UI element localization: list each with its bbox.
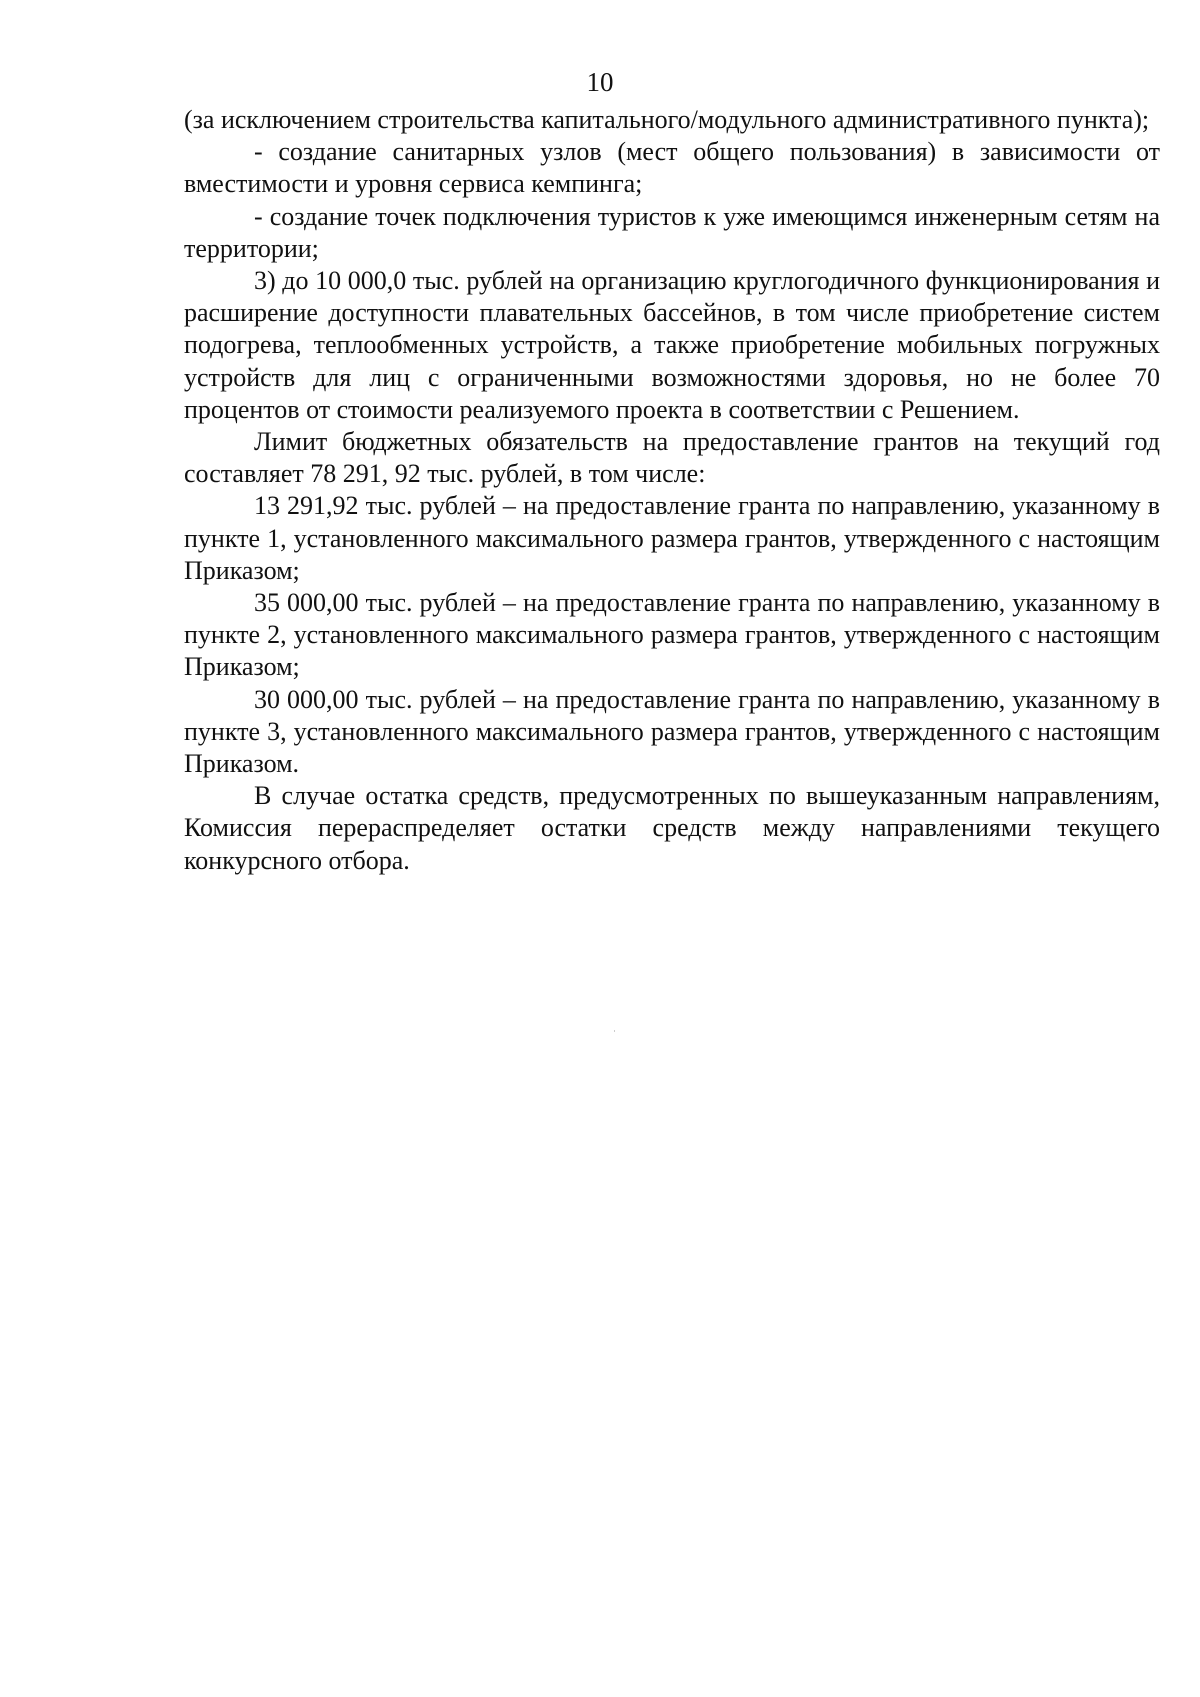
paragraph-item-3-pools: 3) до 10 000,0 тыс. рублей на организацию круглогодичного функционирования и расширение доступности плавательных бассейнов, в том числе приобретение систем подогрева, теплообменных устройств, а также приобретение мобильных погружных устройств для лиц с ограниченными возможностями здоровья, но не более 70 процентов от стоимости реализуемого проекта в соответствии с Решением. bbox=[184, 266, 1160, 424]
paragraph-sanitary-facilities: - создание санитарных узлов (мест общего пользования) в зависимости от вместимости и уровня сервиса кемпинга; bbox=[184, 137, 1160, 199]
page-number: 10 bbox=[586, 67, 614, 97]
scan-speck bbox=[614, 1030, 615, 1032]
paragraph-budget-limit: Лимит бюджетных обязательств на предоставление грантов на текущий год составляет 78 291, 92 тыс. рублей, в том числе: bbox=[184, 427, 1160, 489]
paragraph-grant-direction-3: 30 000,00 тыс. рублей – на предоставление гранта по направлению, указанному в пункте 3, установленного максимального размера грантов, утвержденного с настоящим Приказом. bbox=[184, 684, 1160, 779]
paragraph-grant-direction-2: 35 000,00 тыс. рублей – на предоставление гранта по направлению, указанному в пункте 2, установленного максимального размера грантов, утвержденного с настоящим Приказом; bbox=[184, 588, 1160, 682]
document-body bbox=[184, 104, 1160, 877]
paragraph-redistribution: В случае остатка средств, предусмотренных по вышеуказанным направлениям, Комиссия перераспределяет остатки средств между направлениями текущего конкурсного отбора. bbox=[184, 781, 1160, 875]
paragraph-grant-direction-1: 13 291,92 тыс. рублей – на предоставление гранта по направлению, указанному в пункте 1, установленного максимального размера грантов, утвержденного с настоящим Приказом; bbox=[184, 491, 1160, 585]
paragraph-connection-points: - создание точек подключения туристов к уже имеющимся инженерным сетям на территории; bbox=[184, 201, 1160, 263]
paragraph-continuation: (за исключением строительства капитального/модульного административного пункта); bbox=[184, 105, 1150, 134]
